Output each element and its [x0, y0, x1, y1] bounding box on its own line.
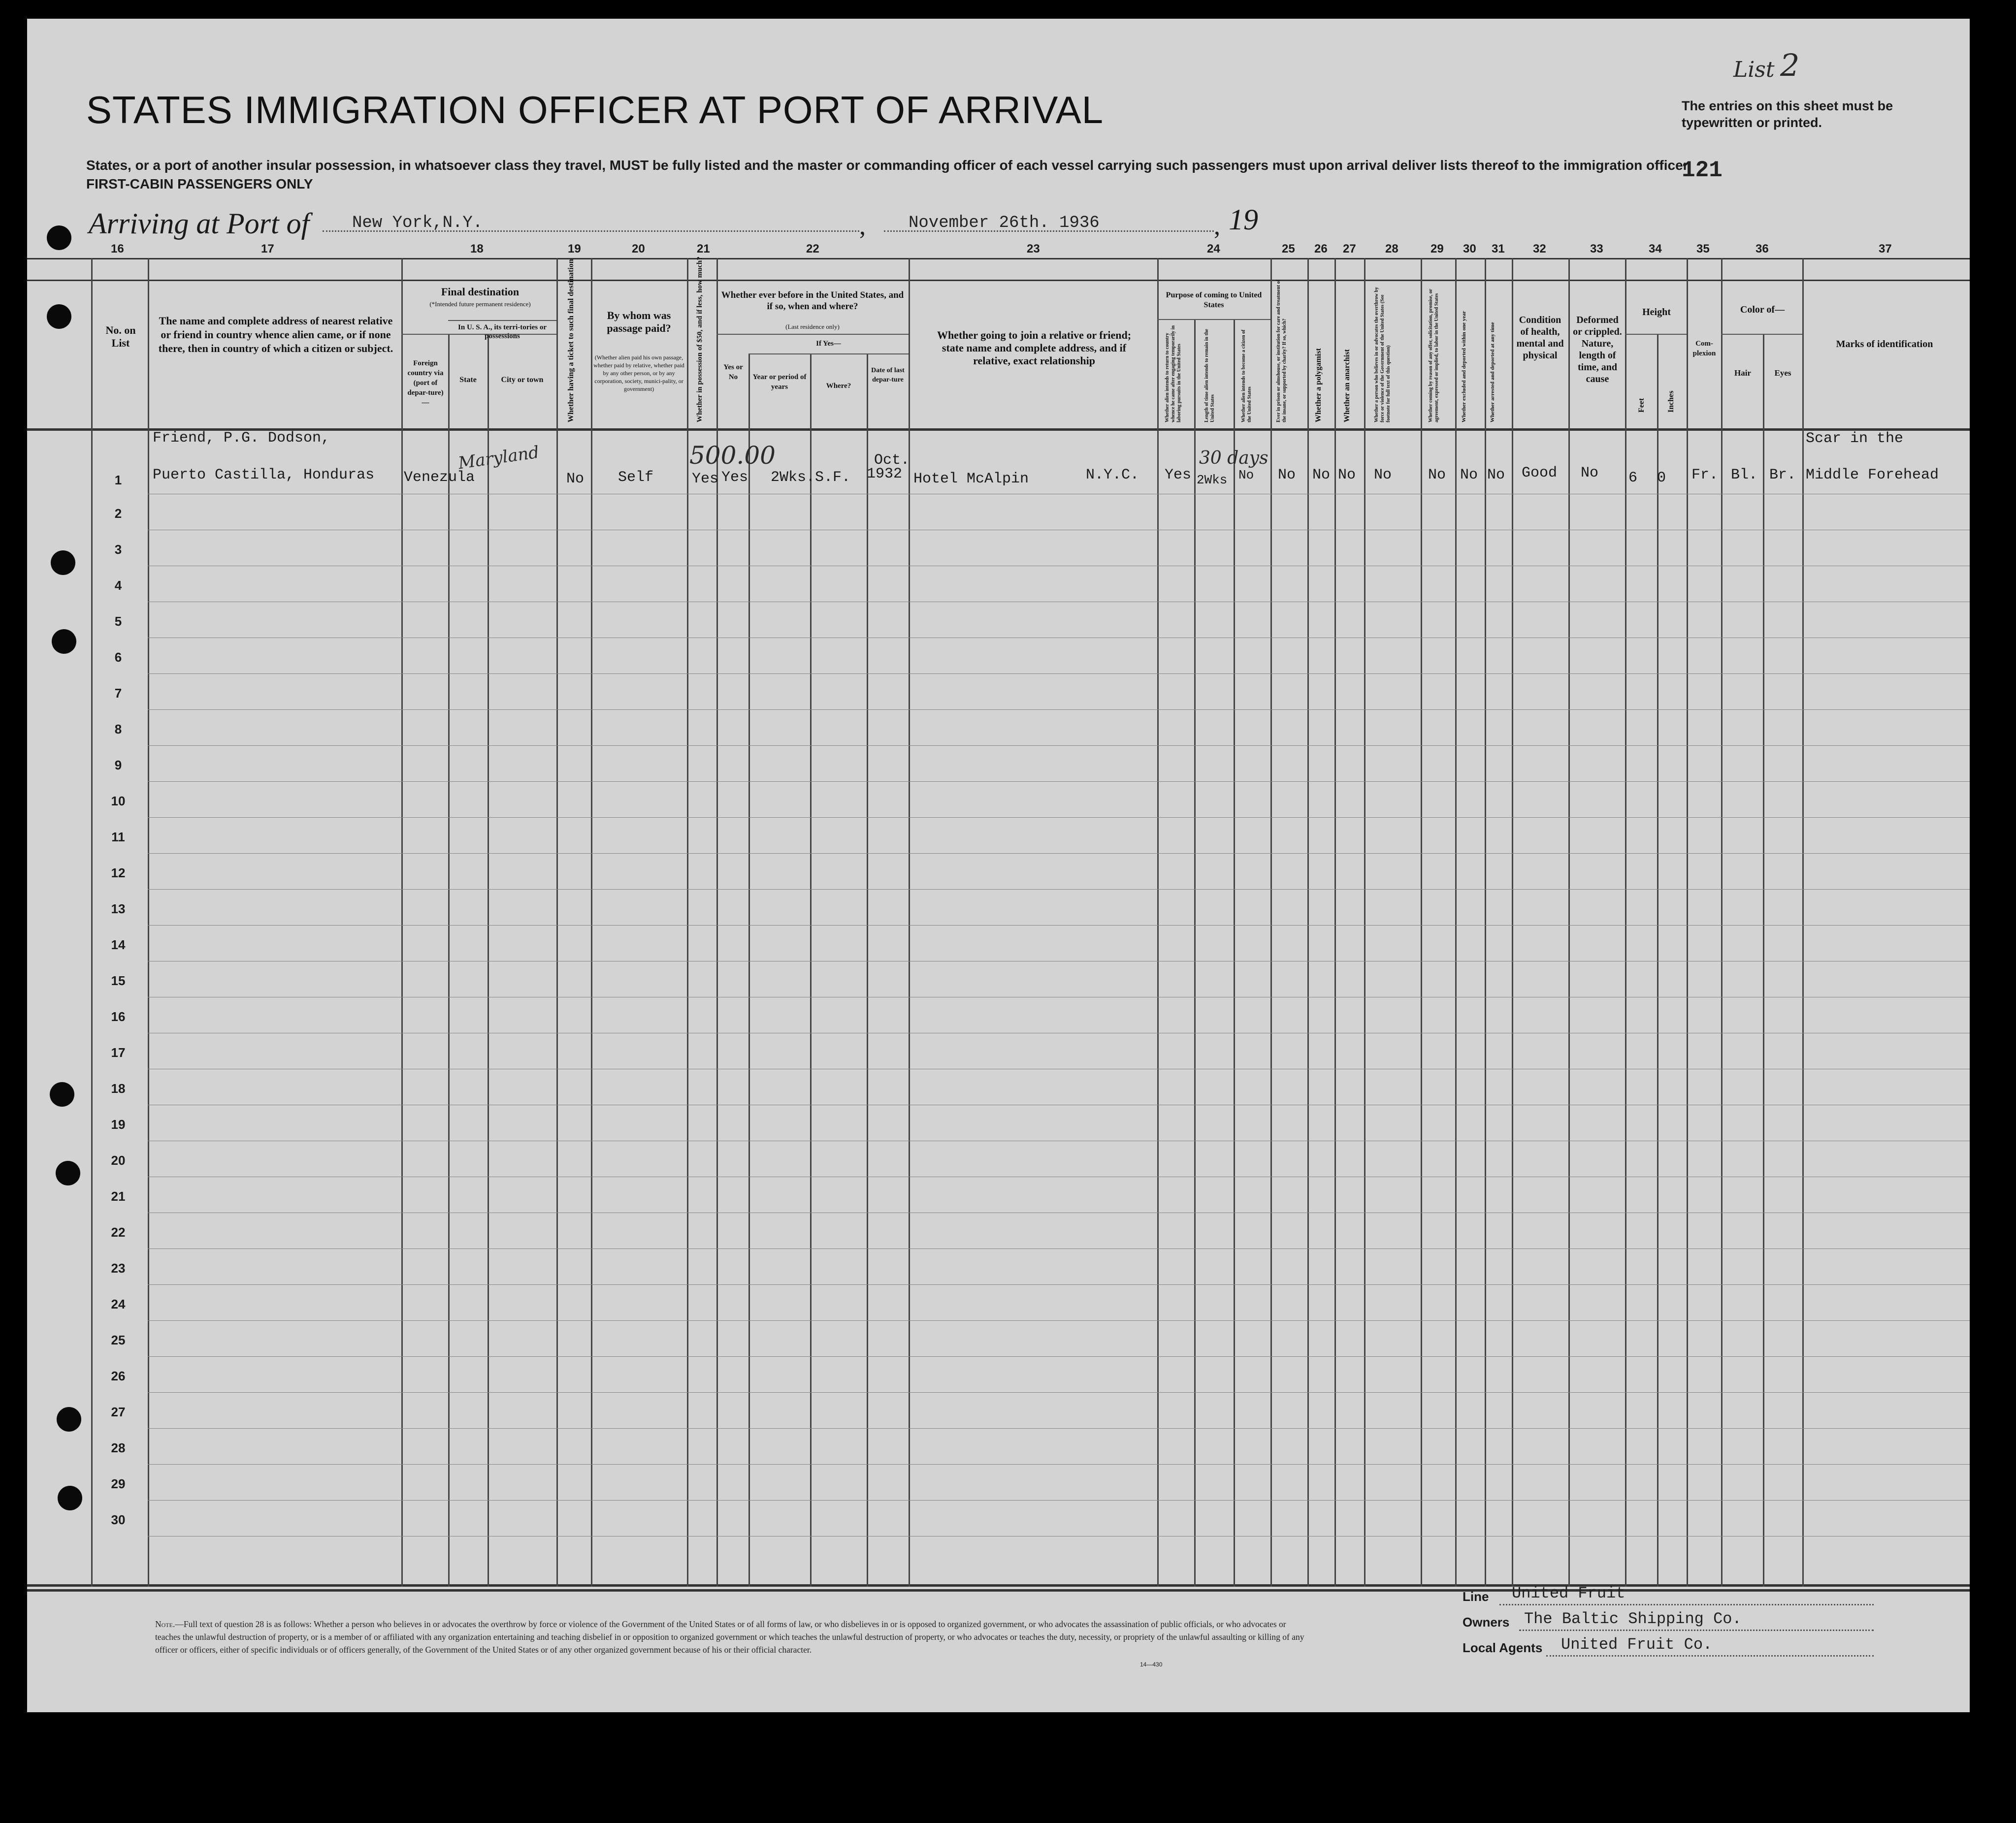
row-number: 22: [111, 1225, 126, 1240]
col-19-header: Whether having a ticket to such final destination: [567, 259, 575, 422]
col-30-header: Whether excluded and deported within one year: [1461, 311, 1467, 422]
row-number: 13: [111, 901, 126, 916]
punch-hole: [47, 225, 71, 250]
col-18-header: Final destination: [441, 286, 520, 298]
line-label: Line: [1463, 1589, 1489, 1604]
agents-label: Local Agents: [1463, 1640, 1543, 1655]
row-number: 7: [114, 686, 122, 701]
col-34-feet-header: Feet: [1637, 398, 1646, 413]
state-handwritten: Maryland: [457, 442, 541, 474]
row-divider: [148, 673, 1970, 674]
foreign-via: Venezula: [404, 469, 475, 486]
purpose-length-handwritten: 30 days: [1199, 448, 1268, 468]
col-21-header: Whether in possession of $50, and if less, how much?: [696, 256, 704, 422]
instructions-note: The entries on this sheet must be typewritten or printed.: [1682, 98, 1893, 130]
marks-line2: Middle Forehead: [1806, 467, 1939, 483]
list-label: List: [1733, 57, 1775, 82]
row-number: 27: [111, 1405, 126, 1419]
col-21-number: 21: [697, 242, 710, 256]
manifest-table: [27, 235, 1970, 1587]
col-36-header: Color of—: [1740, 304, 1785, 315]
rows-body: [27, 428, 1970, 1584]
complexion-value: Fr.: [1691, 467, 1719, 483]
col-36-hair-header: Hair: [1734, 368, 1751, 378]
punch-hole: [47, 304, 71, 329]
row-divider: [148, 1356, 1970, 1357]
contract-labor-value: No: [1428, 467, 1446, 483]
overthrow-value: No: [1374, 467, 1392, 483]
punch-hole: [52, 629, 76, 654]
owners-label: Owners: [1463, 1615, 1510, 1630]
row-divider: [148, 817, 1970, 818]
form-number: 14—430: [1140, 1661, 1163, 1668]
col-33-header: Deformed or crippled. Nature, length of time, and cause: [1573, 315, 1622, 384]
row-divider: [148, 1428, 1970, 1429]
footnote-label: Note.: [155, 1619, 175, 1629]
col-32-number: 32: [1533, 242, 1546, 256]
col-22-number: 22: [806, 242, 819, 256]
row-number: 21: [111, 1189, 126, 1204]
row-number: 16: [111, 1009, 126, 1024]
row-divider: [148, 745, 1970, 746]
col-22-where-header: Where?: [826, 382, 851, 390]
col-24-return-header: Whether alien intends to return to country whence he came after engaging temporarily in laboring pursuits in the United States: [1165, 325, 1182, 422]
hair-value: Bl.: [1731, 467, 1758, 483]
col-17-header: The name and complete address of nearest relative or friend in country whence alien came, or if none there, then in country of which a citizen or subject.: [158, 315, 393, 354]
row-number: 24: [111, 1297, 126, 1311]
polygamist-value: No: [1312, 467, 1331, 483]
col-37-number: 37: [1879, 242, 1892, 256]
col-23-number: 23: [1027, 242, 1040, 256]
col-22-header: Whether ever before in the United States, and if so, when and where?: [721, 290, 904, 312]
col-26-header: Whether a polygamist: [1314, 348, 1323, 422]
col-35-header: Com-plexion: [1692, 340, 1716, 357]
col-31-number: 31: [1492, 242, 1505, 256]
marks-line1: Scar in the: [1806, 430, 1904, 447]
col-29-number: 29: [1431, 242, 1444, 256]
col-18-usa-header: In U. S. A., its terri-tories or possessions: [458, 323, 547, 340]
col-17-number: 17: [261, 242, 274, 256]
arrested-value: No: [1487, 467, 1505, 483]
punch-hole: [50, 1082, 74, 1107]
col-18-foreign-header: Foreign country via (port of depar-ture)—: [407, 359, 444, 407]
col-22-year-header: Year or period of years: [752, 373, 807, 391]
col-22-note: (Last residence only): [785, 323, 840, 330]
col-20-header: By whom was passage paid?: [607, 309, 671, 334]
row-divider: [148, 781, 1970, 782]
row-divider: [148, 853, 1970, 854]
col-16-header: No. on List: [105, 324, 136, 349]
row-number: 11: [111, 830, 125, 844]
col-34-header: Height: [1642, 307, 1671, 318]
ever-before-value: Yes: [721, 469, 748, 486]
excluded-value: No: [1460, 467, 1478, 483]
col-19-number: 19: [568, 242, 581, 256]
col-20-note: (Whether alien paid his own passage, whether paid by relative, whether paid by any other person, or by any corporation, society, munici-pality, or government): [593, 354, 684, 392]
anarchist-value: No: [1338, 467, 1356, 483]
col-27-header: Whether an anarchist: [1343, 349, 1351, 422]
money-yes: Yes: [692, 471, 719, 487]
row-number: 2: [114, 506, 122, 521]
passage-paid-value: Self: [618, 469, 654, 486]
col-36-eyes-header: Eyes: [1774, 368, 1791, 378]
row-divider: [148, 1500, 1970, 1501]
relative-address: Puerto Castilla, Honduras: [153, 467, 375, 483]
col-24-header: Purpose of coming to United States: [1166, 291, 1262, 309]
row-number: 30: [111, 1512, 126, 1527]
row-number: 18: [111, 1081, 126, 1096]
purpose-citizen-value: No: [1238, 468, 1254, 482]
col-18-state-header: State: [459, 376, 477, 384]
row-number: 29: [111, 1476, 126, 1491]
col-25-number: 25: [1282, 242, 1295, 256]
intro-line: States, or a port of another insular possession, in whatsoever class they travel, MUST be fully listed and the master or commanding officer of each vessel carrying such passengers must upon arrival deliver lists thereof to the immigration officer: [86, 158, 1689, 173]
col-31-header: Whether arrested and deported at any time: [1490, 322, 1496, 422]
row-number: 26: [111, 1369, 126, 1383]
col-33-number: 33: [1590, 242, 1603, 256]
row-number: 6: [114, 650, 122, 665]
col-26-number: 26: [1314, 242, 1328, 256]
row-divider: [148, 1248, 1970, 1249]
list-number: 2: [1780, 47, 1800, 83]
col-22-date-header: Date of last depar-ture: [871, 367, 905, 384]
col-34-number: 34: [1649, 242, 1662, 256]
col-18-city-header: City or town: [501, 376, 544, 384]
row-divider: [148, 1284, 1970, 1285]
punch-hole: [56, 1161, 80, 1185]
joining-city-value: N.Y.C.: [1086, 467, 1139, 483]
joining-value: Hotel McAlpin: [913, 471, 1029, 487]
row-number: 3: [114, 542, 122, 557]
money-handwritten: 500.00: [689, 441, 776, 470]
col-35-number: 35: [1696, 242, 1710, 256]
col-16-number: 16: [111, 242, 124, 256]
col-24-citizen-header: Whether alien intends to become a citizen of the United States: [1241, 329, 1252, 422]
punch-hole: [57, 1407, 81, 1432]
purpose-length-value: 2Wks: [1197, 473, 1228, 487]
col-28-header: Whether a person who believes in or advocates the overthrow by force or violence of the Government of the United States (See footnote for full text of this question): [1374, 287, 1391, 422]
col-36-number: 36: [1756, 242, 1769, 256]
row-number: 20: [111, 1153, 126, 1168]
col-29-header: Whether coming by reason of any offer, solicitation, promise, or agreement, expressed or implied, to labor in the United States: [1428, 288, 1439, 422]
col-18-number: 18: [470, 242, 484, 256]
arriving-label: Arriving at Port of: [89, 207, 310, 240]
year-prefix: 19: [1229, 203, 1258, 236]
row-number: 4: [114, 578, 122, 593]
page-title: STATES IMMIGRATION OFFICER AT PORT OF ARRIVAL: [86, 88, 1104, 131]
col-22-ifyes-header: If Yes—: [816, 340, 841, 348]
col-24-length-header: Length of time alien intends to remain in the United States: [1204, 329, 1215, 422]
col-22-yesno-header: Yes or No: [723, 363, 743, 381]
period-value: 2Wks.: [771, 469, 815, 486]
port-value: New York,N.Y.: [352, 214, 483, 232]
sheet-number: 121: [1682, 158, 1723, 183]
row-number: 15: [111, 973, 126, 988]
col-25-header: Ever in prison or almshouse, or institution for care and treatment of the insane, or supported by charity? If so, which?: [1276, 280, 1287, 422]
eyes-value: Br.: [1769, 467, 1796, 483]
relative-name: Friend, P.G. Dodson,: [153, 430, 330, 447]
prison-value: No: [1278, 467, 1296, 483]
punch-hole: [58, 1486, 82, 1510]
row-number: 9: [114, 758, 122, 772]
col-18-note: (*Intended future permanent residence): [429, 300, 531, 308]
date-month-value: Oct.: [874, 452, 910, 469]
row-number: 8: [114, 722, 122, 736]
date-value: November 26th. 1936: [909, 214, 1100, 232]
row-number: 19: [111, 1117, 126, 1132]
footnote: [155, 1618, 1312, 1656]
col-34-inches-header: Inches: [1667, 390, 1675, 413]
line-value: United Fruit: [1512, 1584, 1626, 1602]
where-value: S.F.: [815, 469, 851, 486]
class-line: FIRST-CABIN PASSENGERS ONLY: [86, 176, 313, 192]
owners-value: The Baltic Shipping Co.: [1524, 1610, 1742, 1628]
row-number: 14: [111, 937, 126, 952]
date-year-value: 1932: [867, 466, 903, 482]
col-20-number: 20: [632, 242, 645, 256]
ticket-value: No: [566, 471, 585, 487]
row-divider: [148, 1320, 1970, 1321]
col-23-header: Whether going to join a relative or friend; state name and complete address, and if relative, exact relationship: [937, 329, 1132, 367]
row-number: 12: [111, 865, 126, 880]
row-number: 5: [114, 614, 122, 629]
footnote-text: —Full text of question 28 is as follows: Whether a person who believes in or advocates the overthrow by force or violence of the Government of the United States or of all forms of law, or who disbelieves in or is opposed to organized government, or who advocates the assassination of public officials, or who advocates or teaches the unlawful destruction of property, or is a member of or affiliated with any organization entertaining and teaching disbelief in or opposition to organized government or which teaches the unlawful destruction of property, or who advocates or teaches the duty, necessity, or propriety of the unlawful assaulting or killing of any officer or officers, either of specific individuals or of officers generally, of the Government of the United States or of any other organized government because of his or their official character.: [155, 1619, 1304, 1655]
punch-hole: [51, 550, 75, 575]
row-number: 25: [111, 1333, 126, 1347]
deformed-value: No: [1581, 465, 1599, 481]
row-number: 10: [111, 794, 126, 808]
row-number: 23: [111, 1261, 126, 1276]
col-30-number: 30: [1463, 242, 1476, 256]
row-number: 1: [114, 473, 122, 487]
row-divider: [148, 925, 1970, 926]
purpose-return-value: Yes: [1165, 467, 1192, 483]
row-divider: [148, 1464, 1970, 1465]
col-32-header: Condition of health, mental and physical: [1516, 315, 1564, 361]
row-divider: [148, 889, 1970, 890]
inches-value: 0: [1657, 470, 1666, 486]
col-37-header: Marks of identification: [1836, 339, 1933, 350]
row-number: 17: [111, 1045, 126, 1060]
col-28-number: 28: [1385, 242, 1398, 256]
feet-value: 6: [1628, 470, 1638, 486]
row-divider: [148, 709, 1970, 710]
manifest-sheet: List 2 The entries on this sheet must be typewritten or printed. 121 STATES IMMIGRATION OFFICER AT PORT OF ARRIVAL States, or a port of another insular possession, in whatsoever class they travel, MUST be fully listed and the master or commanding officer of each vessel carrying such passengers must upon arrival deliver lists thereof to the immigration officer FIRST-CABIN PASSENGERS ONLY Arriving at Port of New York,N.Y. , November 26th. 1936 , 19 16 17 18 19 20 21 22 23 24 25 26 27 28 29 30 31 32 33 34 35 36 37 No. on List The name and complete address of nearest relative or friend in country whence alien came, or if none there, then in country of which a citizen or subject. Final destination (*Intended future permanent residence) Foreign country via (port of depar-ture)— In U. S. A., its terri-tories or possessions State City or town Whether having a ticket to such final destination By whom was passage paid? (Whether alien paid his own passage, whether paid by relative, whether paid by any other person, or by any corporation, society, munici-pality, or government) Whether in possession of $50, and if less, how much? Whether ever before in the United States, and if so, when and where? (Last residence only) Yes or No If Yes— Year or period of years Where? Date of last depar-ture Whether going to join a relative or friend; state name and complete address, and if relative, exact relationship Purpose of coming to United States Whether alien intends to return to country whence he came after engaging temporarily in laboring pursuits in the United States Length of time alien intends to remain in the United States Whether alien intends to become a citizen of the United States Ever in prison or almshouse, or institution for care and treatment of the insane, or supported by charity? If so, which? Whether a polygamist Whether an anarchist Whether a person who believes in or advocates the overthrow by force or violence of the Government of the United States (See footnote for full text of this question) Whether coming by reason of any offer, solicitation, promise, or agreement, expressed or implied, to labor in the United States Whether excluded and deported within one year Whether arrested and deported at any time Condition of health, mental and physical Deformed or crippled. Nature, length of time, and cause Height Feet Inches Com-plexion Color of— Hair Eyes Marks of identification 1 2 3 4 5 6 7 8 9 10 11 12 13 14 15 16 17 18 19 20 21 22 23 24 25 26 27 28 29 30 Friend, P.G. Dodson, Puerto Castilla, Honduras Venezula Maryland No Self 500.00 Yes Yes 2Wks. S.F. Oct. 1932 Hotel McAlpin N.Y.C. Yes 30 days 2Wks No No No No No No No No Good No 6 0 Fr. Bl. Br. Scar in the Middle Forehead Note.—Full text of question 28 is as follows: Whether a person who believes in or advocates the overthrow by force or violence of the Government of the United States or of all forms of law, or who disbelieves in or is opposed to organized government, or who advocates the assassination of public officials, or who advocates or teaches the unlawful destruction of property, or is a member of or affiliated with any organization entertaining and teaching disbelief in or opposition to organized government or which teaches the unlawful destruction of property, or who advocates or teaches the duty, necessity, or propriety of the unlawful assaulting or killing of any officer or officers, either of specific individuals or of officers generally, of the Government of the United States or of any other organized government because of his or their official character. 14—430 Line United Fruit Owners The Baltic Shipping Co. Local Agents United Fruit Co.: [27, 19, 1970, 1712]
col-27-number: 27: [1343, 242, 1356, 256]
col-24-number: 24: [1207, 242, 1220, 256]
health-value: Good: [1522, 465, 1558, 481]
agents-value: United Fruit Co.: [1561, 1635, 1713, 1654]
row-divider: [148, 1392, 1970, 1393]
row-number: 28: [111, 1440, 126, 1455]
